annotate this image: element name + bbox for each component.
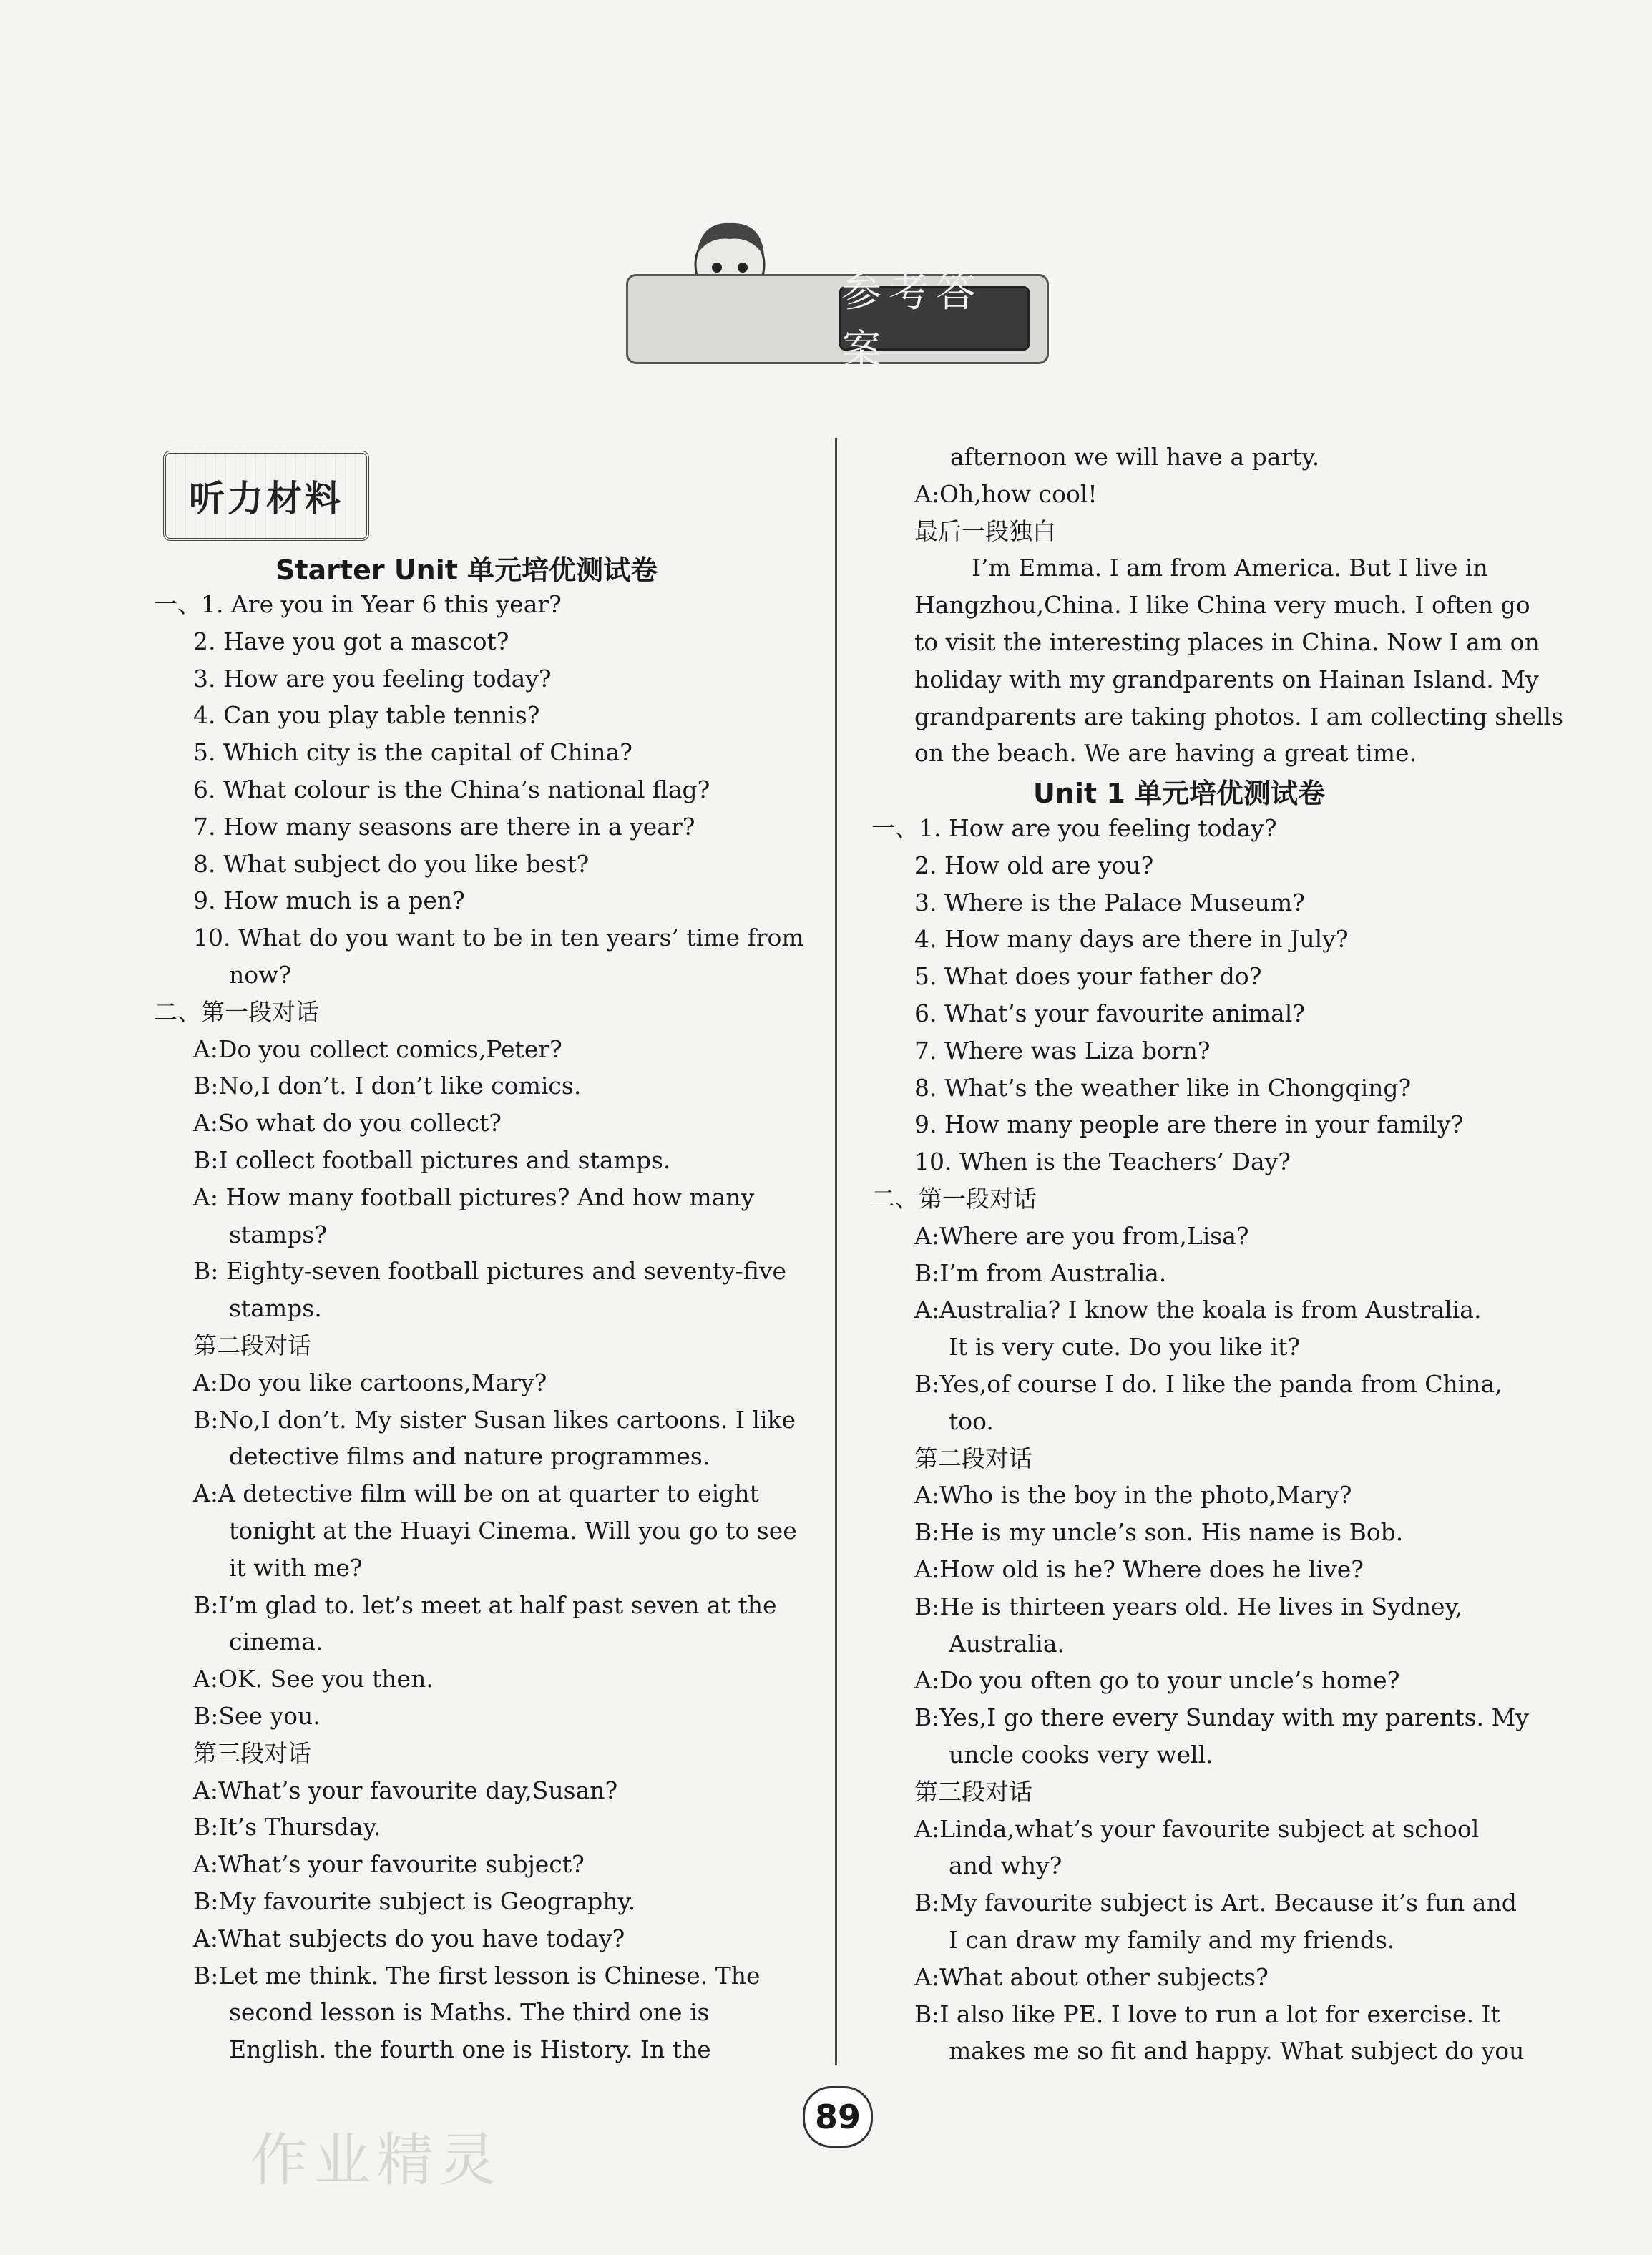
text-line: stamps. xyxy=(229,1294,322,1323)
text-line: B:I’m from Australia. xyxy=(914,1258,1167,1287)
text-line: 第三段对话 xyxy=(914,1777,1032,1806)
text-line: Hangzhou,China. I like China very much. I often go xyxy=(914,591,1530,620)
text-line: makes me so fit and happy. What subject do you xyxy=(949,2037,1525,2065)
text-line: B:I also like PE. I love to run a lot for exercise. It xyxy=(914,2000,1500,2028)
text-line: B:No,I don’t. I don’t like comics. xyxy=(193,1072,582,1100)
text-line: A:What subjects do you have today? xyxy=(193,1924,625,1952)
banner-title: 参考答案 xyxy=(839,286,1030,351)
answer-key-banner xyxy=(626,270,1049,373)
text-line: on the beach. We are having a great time. xyxy=(914,739,1417,768)
page-number: 89 xyxy=(803,2086,873,2148)
text-line: A:Do you like cartoons,Mary? xyxy=(193,1368,547,1396)
column-divider xyxy=(835,438,837,2065)
text-line: B:My favourite subject is Art. Because it’s fun and xyxy=(914,1889,1517,1917)
text-line: B:I collect football pictures and stamps. xyxy=(193,1146,671,1174)
text-line: A:What about other subjects? xyxy=(914,1962,1269,1991)
text-line: 5. Which city is the capital of China? xyxy=(193,738,632,767)
text-line: detective films and nature programmes. xyxy=(229,1442,710,1471)
text-line: B:Let me think. The first lesson is Chinese. The xyxy=(193,1961,761,1990)
text-line: 4. Can you play table tennis? xyxy=(193,701,540,730)
text-line: to visit the interesting places in China. Now I am on xyxy=(914,628,1540,656)
text-line: B:I’m glad to. let’s meet at half past seven at the xyxy=(193,1590,777,1619)
text-line: 第二段对话 xyxy=(914,1444,1032,1472)
text-line: 3. How are you feeling today? xyxy=(193,664,552,693)
text-line: 2. How old are you? xyxy=(914,851,1154,879)
text-line: 6. What colour is the China’s national flag? xyxy=(193,776,710,803)
text-line: A:Where are you from,Lisa? xyxy=(914,1221,1249,1250)
text-line: tonight at the Huayi Cinema. Will you go to see xyxy=(229,1517,797,1545)
text-line: 二、第一段对话 xyxy=(154,997,319,1026)
text-line: 8. What subject do you like best? xyxy=(193,849,590,878)
text-line: 9. How many people are there in your family? xyxy=(914,1110,1464,1139)
text-line: 一、1. Are you in Year 6 this year? xyxy=(154,590,562,618)
text-line: A:Linda,what’s your favourite subject at school xyxy=(914,1814,1480,1843)
text-line: A:Oh,how cool! xyxy=(914,479,1098,508)
text-line: B: Eighty-seven football pictures and seventy-five xyxy=(193,1257,786,1286)
text-line: 8. What’s the weather like in Chongqing? xyxy=(914,1073,1412,1102)
text-line: B:No,I don’t. My sister Susan likes cartoons. I like xyxy=(193,1405,796,1434)
watermark: 作业精灵 xyxy=(250,2127,502,2193)
text-line: It is very cute. Do you like it? xyxy=(949,1333,1301,1361)
text-line: B:See you. xyxy=(193,1702,321,1730)
text-line: A:Do you often go to your uncle’s home? xyxy=(914,1666,1400,1695)
text-line: 第二段对话 xyxy=(193,1331,311,1359)
text-line: 4. How many days are there in July? xyxy=(914,925,1349,954)
text-line: 10. When is the Teachers’ Day? xyxy=(914,1148,1291,1176)
text-line: 2. Have you got a mascot? xyxy=(193,627,509,655)
text-line: 9. How much is a pen? xyxy=(193,886,465,915)
text-line: stamps? xyxy=(229,1220,327,1248)
text-line: too. xyxy=(949,1407,994,1435)
text-line: A:What’s your favourite day,Susan? xyxy=(193,1776,618,1804)
text-line: B:He is my uncle’s son. His name is Bob. xyxy=(914,1518,1404,1547)
text-line: B:It’s Thursday. xyxy=(193,1813,381,1841)
text-line: 10. What do you want to be in ten years’ time from xyxy=(193,924,804,952)
text-line: A:A detective film will be on at quarter to eight xyxy=(193,1479,759,1508)
text-line: B:Yes,of course I do. I like the panda from China, xyxy=(914,1370,1502,1398)
text-line: 5. What does your father do? xyxy=(914,962,1262,991)
text-line: A:Who is the boy in the photo,Mary? xyxy=(914,1481,1352,1510)
text-line: A:Do you collect comics,Peter? xyxy=(193,1034,562,1063)
text-line: 6. What’s your favourite animal? xyxy=(914,999,1305,1027)
left-heading: Starter Unit 单元培优测试卷 xyxy=(275,554,658,586)
text-line: A: How many football pictures? And how many xyxy=(193,1183,755,1211)
text-line: B:My favourite subject is Geography. xyxy=(193,1887,636,1915)
text-line: second lesson is Maths. The third one is xyxy=(229,1998,710,2027)
text-line: now? xyxy=(229,961,292,989)
text-line: 7. How many seasons are there in a year? xyxy=(193,812,695,841)
text-line: A:OK. See you then. xyxy=(193,1665,434,1693)
text-line: I’m Emma. I am from America. But I live in xyxy=(972,554,1488,582)
text-line: it with me? xyxy=(229,1553,363,1582)
text-line: 3. Where is the Palace Museum? xyxy=(914,888,1305,916)
text-line: cinema. xyxy=(229,1628,323,1656)
text-line: 最后一段独白 xyxy=(914,517,1056,545)
text-line: grandparents are taking photos. I am collecting shells xyxy=(914,702,1564,730)
text-line: A:How old is he? Where does he live? xyxy=(914,1555,1364,1583)
text-line: A:So what do you collect? xyxy=(193,1109,502,1138)
text-line: afternoon we will have a party. xyxy=(950,443,1320,471)
section-stamp: 听力材料 xyxy=(163,451,369,541)
text-line: and why? xyxy=(949,1852,1062,1880)
text-line: A:What’s your favourite subject? xyxy=(193,1850,585,1879)
text-line: B:Yes,I go there every Sunday with my parents. My xyxy=(914,1703,1529,1732)
text-line: 二、第一段对话 xyxy=(871,1185,1037,1213)
text-line: uncle cooks very well. xyxy=(949,1741,1213,1769)
text-line: 7. Where was Liza born? xyxy=(914,1036,1211,1065)
text-line: B:He is thirteen years old. He lives in Sydney, xyxy=(914,1592,1463,1620)
text-line: A:Australia? I know the koala is from Australia. xyxy=(914,1296,1482,1324)
right-heading: Unit 1 单元培优测试卷 xyxy=(1033,778,1325,809)
text-line: Australia. xyxy=(949,1629,1065,1658)
text-line: 一、1. How are you feeling today? xyxy=(871,814,1277,842)
text-line: 第三段对话 xyxy=(193,1738,311,1767)
text-line: holiday with my grandparents on Hainan Island. My xyxy=(914,665,1539,693)
text-line: English. the fourth one is History. In the xyxy=(229,2035,711,2064)
text-line: I can draw my family and my friends. xyxy=(949,1926,1395,1954)
